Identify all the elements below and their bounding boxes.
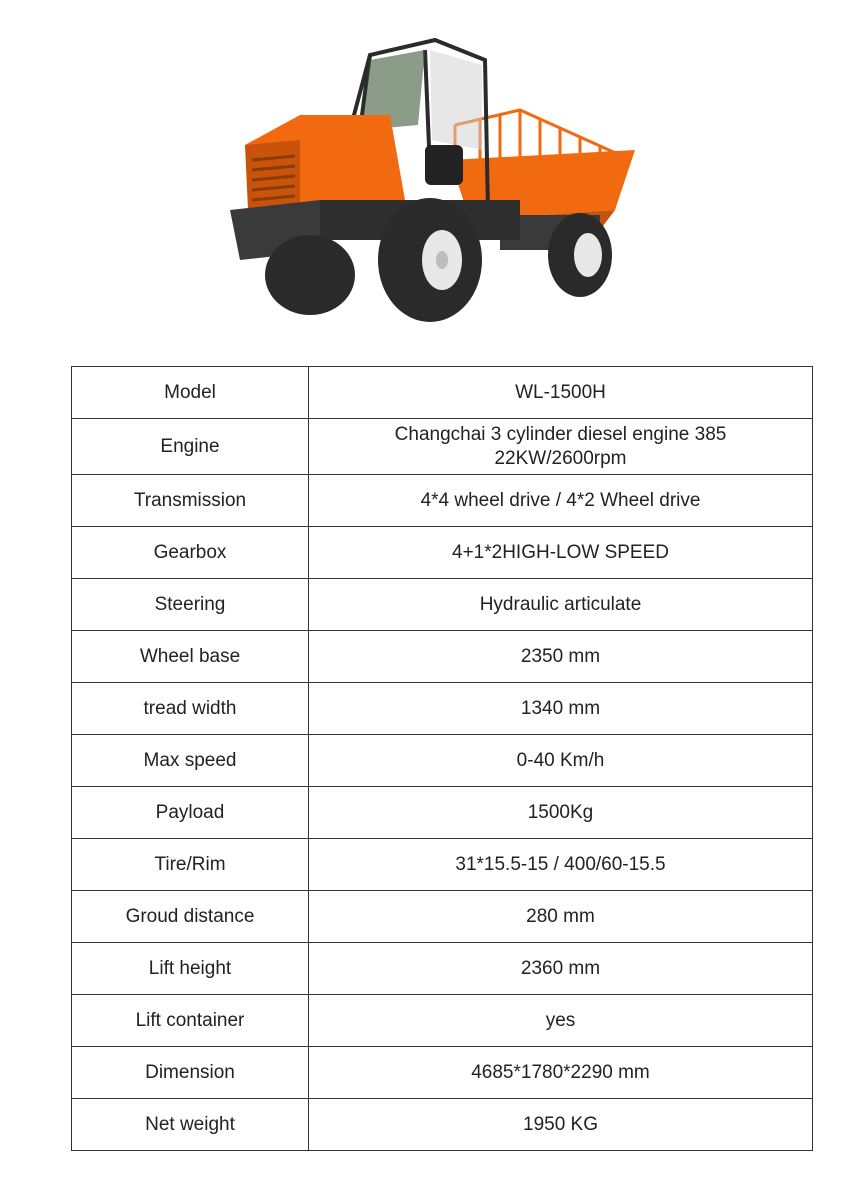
spec-value-line: yes xyxy=(545,1009,576,1031)
spec-value-line: 1500Kg xyxy=(527,801,594,823)
spec-value-line: 1340 mm xyxy=(520,697,601,719)
spec-value-line: 22KW/2600rpm xyxy=(494,447,627,469)
table-row xyxy=(72,1047,813,1099)
spec-label: Wheel base xyxy=(72,631,309,683)
spec-label: Lift container xyxy=(72,995,309,1047)
spec-label: Net weight xyxy=(72,1099,309,1151)
product-photo xyxy=(220,30,650,330)
spec-value-line: 31*15.5-15 / 400/60-15.5 xyxy=(455,853,666,875)
spec-label: Model xyxy=(72,367,309,419)
spec-label: Steering xyxy=(72,579,309,631)
spec-value-line: 0-40 Km/h xyxy=(516,749,605,771)
table-row xyxy=(72,1099,813,1151)
table-row xyxy=(72,891,813,943)
spec-label: Gearbox xyxy=(72,527,309,579)
spec-label: Groud distance xyxy=(72,891,309,943)
spec-value xyxy=(309,735,813,787)
spec-value xyxy=(309,631,813,683)
spec-table xyxy=(71,366,813,1151)
spec-value xyxy=(309,527,813,579)
table-row xyxy=(72,943,813,995)
table-row xyxy=(72,527,813,579)
table-row xyxy=(72,419,813,475)
spec-value-line: 4685*1780*2290 mm xyxy=(471,1061,650,1083)
spec-value xyxy=(309,579,813,631)
spec-value-line: 1950 KG xyxy=(523,1113,598,1135)
table-row xyxy=(72,475,813,527)
spec-value-line: Changchai 3 cylinder diesel engine 385 xyxy=(394,423,727,445)
dumper-truck-icon xyxy=(220,30,650,330)
spec-value xyxy=(309,1047,813,1099)
spec-value-line: WL-1500H xyxy=(515,381,606,403)
spec-value xyxy=(309,839,813,891)
spec-value-line: 4*4 wheel drive / 4*2 Wheel drive xyxy=(420,489,701,511)
table-row xyxy=(72,839,813,891)
spec-value-line: 280 mm xyxy=(526,905,595,927)
table-row xyxy=(72,367,813,419)
spec-value-line: 2360 mm xyxy=(520,957,601,979)
table-row xyxy=(72,995,813,1047)
spec-label: Payload xyxy=(72,787,309,839)
spec-value xyxy=(309,943,813,995)
spec-value xyxy=(309,683,813,735)
spec-label: Transmission xyxy=(72,475,309,527)
table-row xyxy=(72,735,813,787)
spec-label: Max speed xyxy=(72,735,309,787)
spec-value xyxy=(309,419,813,475)
spec-label: tread width xyxy=(72,683,309,735)
spec-value xyxy=(309,891,813,943)
table-row xyxy=(72,579,813,631)
spec-label: Lift height xyxy=(72,943,309,995)
table-row xyxy=(72,631,813,683)
table-row xyxy=(72,787,813,839)
spec-value xyxy=(309,787,813,839)
spec-label: Dimension xyxy=(72,1047,309,1099)
spec-value xyxy=(309,367,813,419)
spec-value-line: 2350 mm xyxy=(520,645,601,667)
table-row xyxy=(72,683,813,735)
spec-value-line: 4+1*2HIGH-LOW SPEED xyxy=(452,541,669,563)
spec-value xyxy=(309,1099,813,1151)
spec-label: Engine xyxy=(72,419,309,475)
spec-value xyxy=(309,995,813,1047)
spec-value xyxy=(309,475,813,527)
spec-label: Tire/Rim xyxy=(72,839,309,891)
spec-table-body xyxy=(72,367,813,1151)
spec-value-line: Hydraulic articulate xyxy=(479,593,642,615)
